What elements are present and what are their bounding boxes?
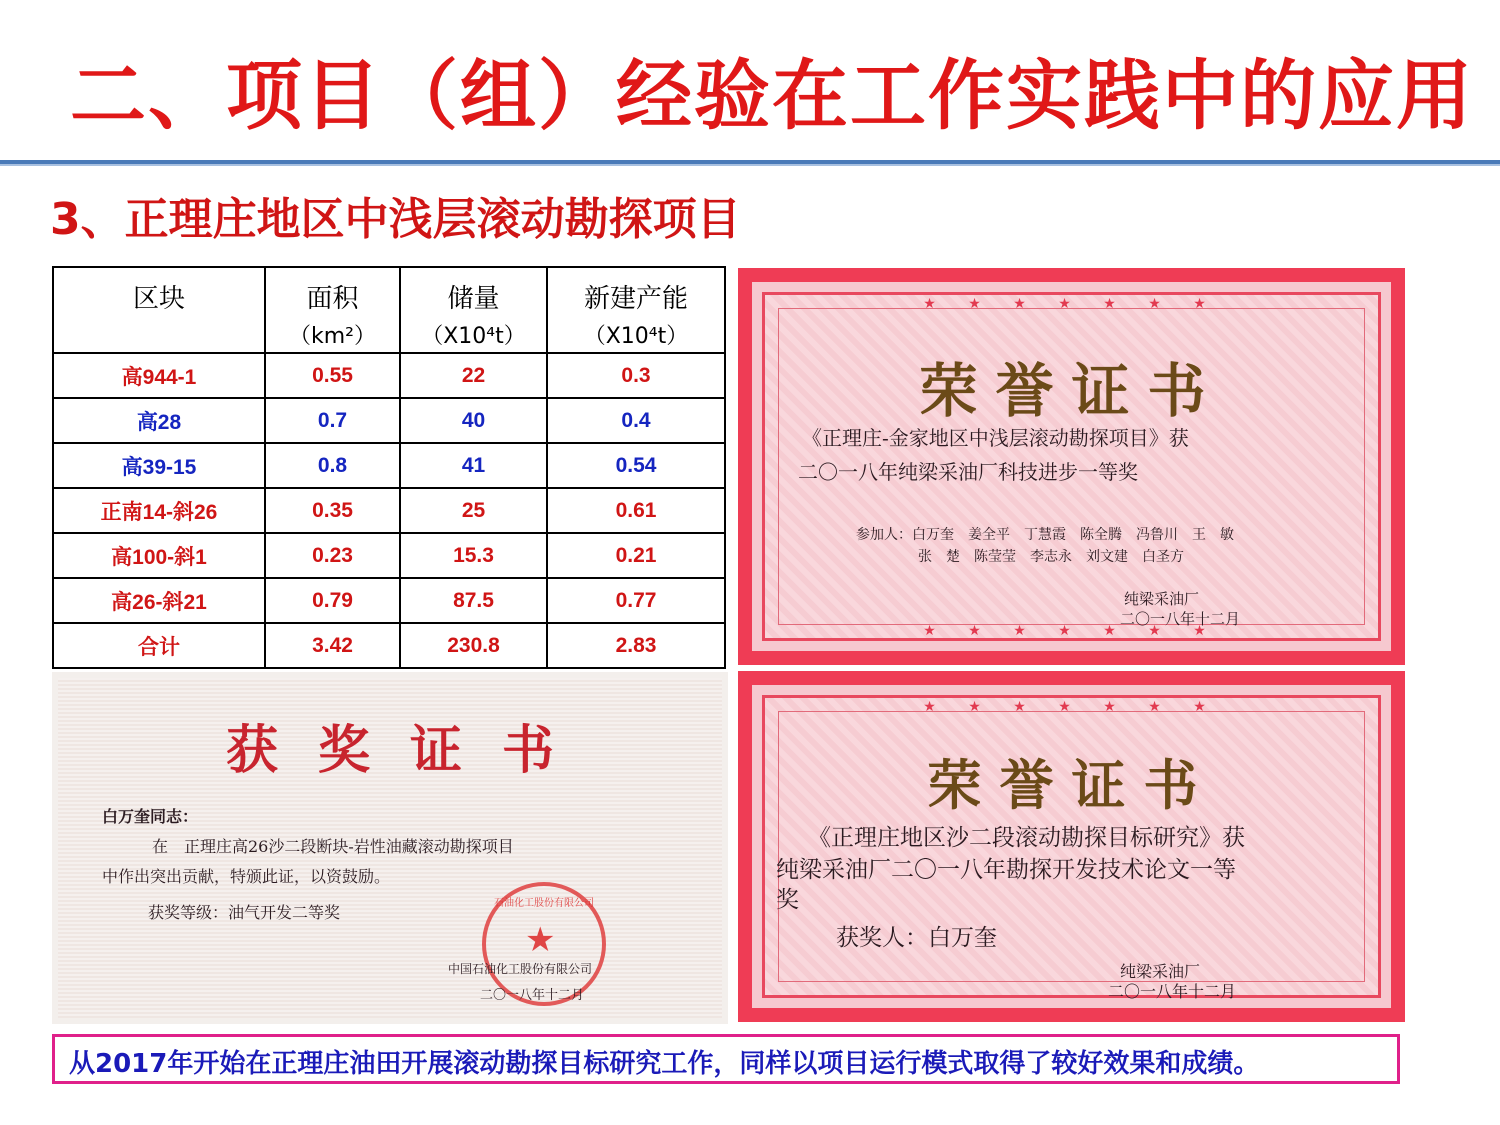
honor-certificate-1 [738, 268, 1405, 665]
table-cell: 3.42 [265, 623, 400, 668]
table-cell: 230.8 [400, 623, 547, 668]
cert2-issuer: 纯梁采油厂 [1120, 962, 1201, 981]
summary-note-box [52, 1034, 1400, 1084]
award-issuer: 中国石油化工股份有限公司 [448, 962, 593, 976]
cert2-line3: 奖 [776, 887, 799, 913]
table-cell: 0.35 [265, 488, 400, 533]
cert1-line2: 二〇一八年纯梁采油厂科技进步一等奖 [798, 460, 1138, 484]
table-cell: 0.77 [547, 578, 725, 623]
table-cell: 正南14-斜26 [53, 488, 265, 533]
cert2-line1: 《正理庄地区沙二段滚动勘探目标研究》获 [808, 825, 1245, 851]
award-line2: 中作出突出贡献，特颁此证，以资鼓励。 [102, 867, 391, 886]
header-capacity [547, 267, 725, 353]
seal-text: 石油化工股份有限公司 [494, 898, 594, 909]
table-header-row [53, 267, 725, 353]
table-cell: 0.7 [265, 398, 400, 443]
section-subtitle: 3、正理庄地区中浅层滚动勘探项目 [50, 194, 741, 245]
star-border-bottom-icon: ★ ★ ★ ★ ★ ★ ★ [923, 623, 1220, 639]
table-cell: 15.3 [400, 533, 547, 578]
header-reserves-label: 储量 [447, 284, 500, 314]
block-data-table [52, 266, 726, 669]
table-cell: 22 [400, 353, 547, 398]
table-cell: 0.3 [547, 353, 725, 398]
table-cell: 高944-1 [53, 353, 265, 398]
header-block [53, 267, 265, 353]
header-reserves-unit: （X10⁴t） [421, 324, 526, 349]
award-date: 二〇一八年十二月 [480, 988, 585, 1003]
table-cell: 41 [400, 443, 547, 488]
table-cell: 2.83 [547, 623, 725, 668]
table-cell: 0.4 [547, 398, 725, 443]
title-divider-shadow [0, 164, 1500, 166]
table-cell: 87.5 [400, 578, 547, 623]
header-capacity-label: 新建产能 [583, 284, 688, 314]
table-cell: 高39-15 [53, 443, 265, 488]
table-cell: 0.79 [265, 578, 400, 623]
table-cell: 0.61 [547, 488, 725, 533]
table-row [53, 398, 725, 443]
summary-note: 从2017年开始在正理庄油田开展滚动勘探目标研究工作，同样以项目运行模式取得了较好效果和成绩。 [69, 1049, 1260, 1079]
cert2-line2: 纯梁采油厂二〇一八年勘探开发技术论文一等 [776, 857, 1236, 883]
seal-star-icon: ★ [525, 920, 556, 960]
cert2-winner: 获奖人：白万奎 [836, 925, 997, 951]
star-border-icon: ★ ★ ★ ★ ★ ★ ★ [923, 296, 1220, 312]
cert1-issuer: 纯梁采油厂 [1124, 590, 1200, 608]
table-cell: 25 [400, 488, 547, 533]
cert1-title: 荣誉证书 [919, 357, 1224, 425]
table-cell: 高28 [53, 398, 265, 443]
award-addressee: 白万奎同志： [102, 807, 199, 826]
table-cell: 40 [400, 398, 547, 443]
table-row [53, 488, 725, 533]
table-cell: 合计 [53, 623, 265, 668]
table-row [53, 578, 725, 623]
header-block-label: 区块 [132, 284, 185, 314]
cert1-date: 二〇一八年十二月 [1120, 610, 1241, 628]
table-cell: 0.54 [547, 443, 725, 488]
cert1-participants-1: 参加人：白万奎 姜全平 丁慧霞 陈全腾 冯鲁川 王 敏 [856, 527, 1234, 543]
honor-certificate-2 [738, 671, 1405, 1022]
star-border-icon: ★ ★ ★ ★ ★ ★ ★ [923, 699, 1220, 715]
page-title: 二、项目（组）经验在工作实践中的应用 [70, 51, 1474, 140]
header-capacity-unit: （X10⁴t） [583, 324, 689, 349]
award-certificate [52, 672, 728, 1024]
table-cell: 0.21 [547, 533, 725, 578]
cert2-date: 二〇一八年十二月 [1108, 982, 1237, 1001]
award-title: 获奖证书 [225, 720, 594, 781]
table-cell: 0.8 [265, 443, 400, 488]
table-row [53, 533, 725, 578]
table-cell: 0.55 [265, 353, 400, 398]
table-cell: 高26-斜21 [53, 578, 265, 623]
header-reserves [400, 267, 547, 353]
header-area [265, 267, 400, 353]
table-row [53, 353, 725, 398]
cert1-line1: 《正理庄-金家地区中浅层滚动勘探项目》获 [802, 426, 1189, 450]
header-area-unit: （km²） [289, 324, 376, 349]
table-cell: 高100-斜1 [53, 533, 265, 578]
table-row [53, 623, 725, 668]
table-cell: 0.23 [265, 533, 400, 578]
award-grade: 获奖等级：油气开发二等奖 [148, 903, 341, 922]
award-line1: 在 正理庄高26沙二段断块-岩性油藏滚动勘探项目 [152, 837, 514, 856]
cert2-title: 荣誉证书 [927, 753, 1216, 817]
header-area-label: 面积 [306, 284, 359, 314]
cert1-participants-2: 张 楚 陈莹莹 李志永 刘文建 白圣方 [918, 549, 1184, 565]
table-row [53, 443, 725, 488]
